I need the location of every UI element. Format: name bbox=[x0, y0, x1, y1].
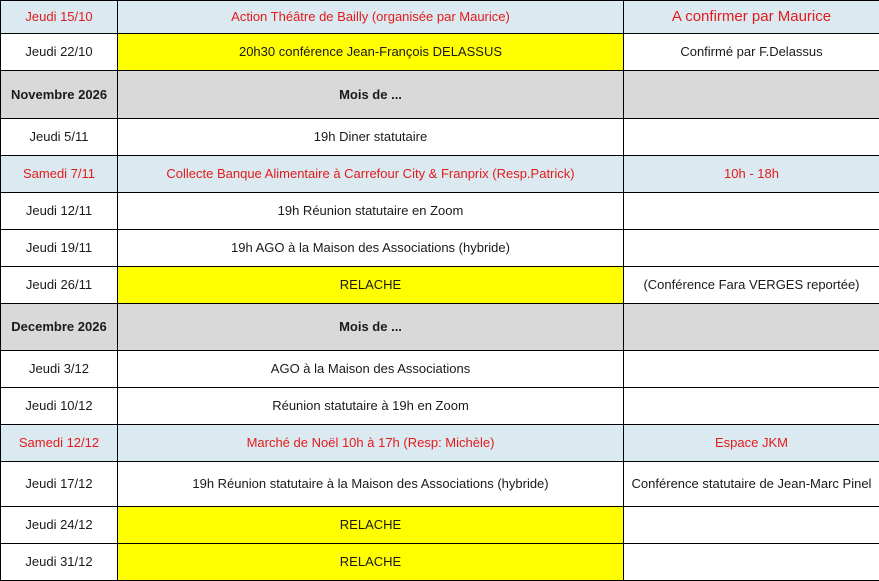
date-cell: Jeudi 12/11 bbox=[1, 193, 118, 230]
table-row bbox=[1, 425, 879, 462]
note-cell bbox=[624, 71, 879, 119]
date-cell: Jeudi 3/12 bbox=[1, 351, 118, 388]
event-cell: 19h AGO à la Maison des Associations (hybride) bbox=[118, 230, 624, 267]
event-cell: RELACHE bbox=[118, 267, 624, 304]
note-cell bbox=[624, 304, 879, 351]
event-cell: 20h30 conférence Jean-François DELASSUS bbox=[118, 34, 624, 71]
event-cell: 19h Réunion statutaire en Zoom bbox=[118, 193, 624, 230]
note-cell bbox=[624, 230, 879, 267]
table-row bbox=[1, 462, 879, 507]
date-cell: Jeudi 17/12 bbox=[1, 462, 118, 507]
note-cell bbox=[624, 351, 879, 388]
date-cell: Jeudi 24/12 bbox=[1, 507, 118, 544]
event-cell: RELACHE bbox=[118, 507, 624, 544]
month-label: Decembre 2026 bbox=[1, 304, 118, 351]
date-cell: Jeudi 15/10 bbox=[1, 1, 118, 34]
table-row bbox=[1, 156, 879, 193]
table-row bbox=[1, 507, 879, 544]
date-cell: Jeudi 22/10 bbox=[1, 34, 118, 71]
date-cell: Jeudi 19/11 bbox=[1, 230, 118, 267]
event-cell: AGO à la Maison des Associations bbox=[118, 351, 624, 388]
table-row bbox=[1, 119, 879, 156]
event-cell: 19h Réunion statutaire à la Maison des Associations (hybride) bbox=[118, 462, 624, 507]
note-cell bbox=[624, 507, 879, 544]
month-label: Novembre 2026 bbox=[1, 71, 118, 119]
event-cell: Action Théâtre de Bailly (organisée par Maurice) bbox=[118, 1, 624, 34]
date-cell: Samedi 7/11 bbox=[1, 156, 118, 193]
note-cell: A confirmer par Maurice bbox=[624, 1, 879, 34]
table-row bbox=[1, 193, 879, 230]
month-title: Mois de ... bbox=[118, 71, 624, 119]
table-row bbox=[1, 34, 879, 71]
table-row bbox=[1, 351, 879, 388]
table-row bbox=[1, 267, 879, 304]
note-cell bbox=[624, 119, 879, 156]
note-cell bbox=[624, 388, 879, 425]
note-cell: Espace JKM bbox=[624, 425, 879, 462]
note-cell: Conférence statutaire de Jean-Marc Pinel bbox=[624, 462, 879, 507]
note-cell: Confirmé par F.Delassus bbox=[624, 34, 879, 71]
date-cell: Samedi 12/12 bbox=[1, 425, 118, 462]
note-cell bbox=[624, 193, 879, 230]
month-header-row bbox=[1, 304, 879, 351]
table-row bbox=[1, 1, 879, 34]
month-title: Mois de ... bbox=[118, 304, 624, 351]
table-row bbox=[1, 544, 879, 581]
event-cell: 19h Diner statutaire bbox=[118, 119, 624, 156]
table-row bbox=[1, 230, 879, 267]
date-cell: Jeudi 10/12 bbox=[1, 388, 118, 425]
month-header-row bbox=[1, 71, 879, 119]
note-cell: (Conférence Fara VERGES reportée) bbox=[624, 267, 879, 304]
date-cell: Jeudi 31/12 bbox=[1, 544, 118, 581]
event-cell: Marché de Noël 10h à 17h (Resp: Michèle) bbox=[118, 425, 624, 462]
date-cell: Jeudi 26/11 bbox=[1, 267, 118, 304]
event-cell: Réunion statutaire à 19h en Zoom bbox=[118, 388, 624, 425]
table-row bbox=[1, 388, 879, 425]
date-cell: Jeudi 5/11 bbox=[1, 119, 118, 156]
event-cell: Collecte Banque Alimentaire à Carrefour City & Franprix (Resp.Patrick) bbox=[118, 156, 624, 193]
note-cell bbox=[624, 544, 879, 581]
event-cell: RELACHE bbox=[118, 544, 624, 581]
note-cell: 10h - 18h bbox=[624, 156, 879, 193]
